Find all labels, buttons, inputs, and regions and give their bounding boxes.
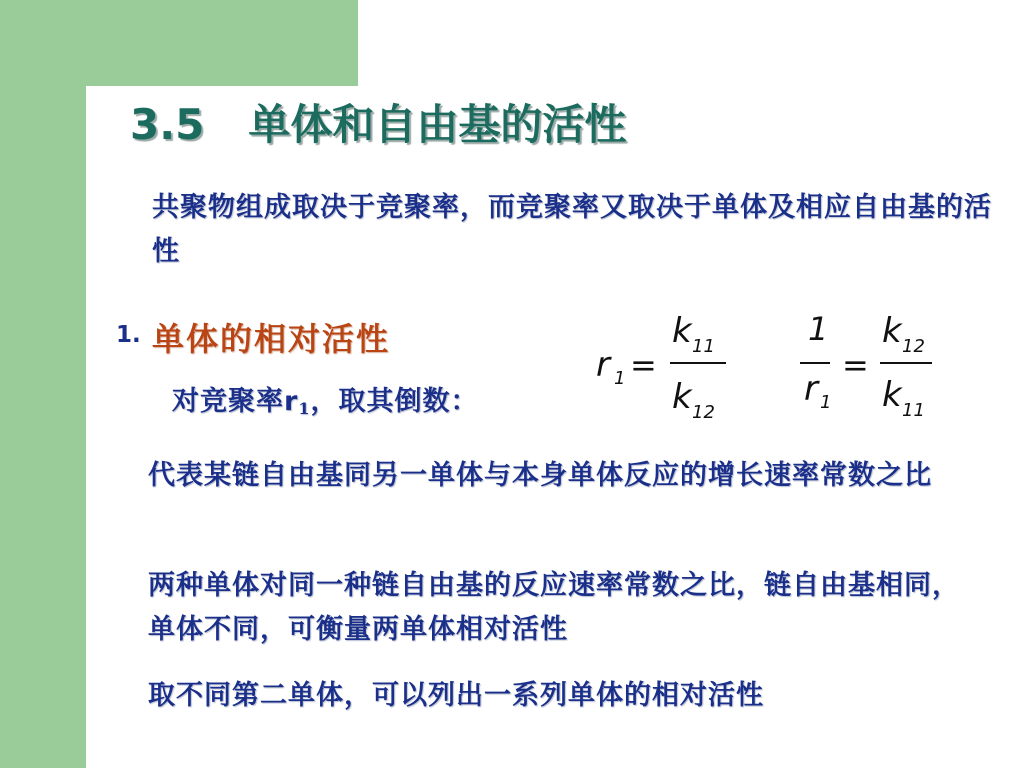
section-title: 单体的相对活性	[152, 320, 391, 358]
f1-lhs-sub: 1	[614, 368, 626, 389]
f1-den-sub: 12	[692, 402, 715, 423]
title-text: 单体和自由基的活性	[248, 100, 627, 149]
f2-den-sub: 11	[902, 400, 925, 421]
section-number: 1.	[116, 322, 141, 348]
slide-title	[130, 92, 626, 152]
f2-lhs-num: 1	[808, 310, 829, 348]
reciprocal-var: r	[284, 386, 299, 417]
f1-num-var: k	[672, 311, 692, 351]
reciprocal-suffix: ，取其倒数：	[310, 386, 479, 417]
f2-lhs-den-var: r	[804, 369, 818, 409]
decor-green-bar-left	[0, 0, 86, 768]
paragraph-comparison: 两种单体对同一种链自由基的反应速率常数之比，链自由基相同，单体不同，可衡量两单体相对活性	[148, 570, 960, 645]
intro-paragraph: 共聚物组成取决于竞聚率，而竞聚率又取决于单体及相应自由基的活性	[152, 192, 992, 267]
paragraph-definition: 代表某链自由基同另一单体与本身单体反应的增长速率常数之比	[148, 460, 932, 491]
reciprocal-prefix: 对竞聚率	[172, 386, 284, 417]
f1-lhs-var: r	[596, 345, 610, 385]
f2-den-var: k	[882, 375, 902, 415]
reactivity-ratio-formula	[590, 306, 950, 432]
title-number: 3.5	[130, 100, 205, 149]
paragraph-series: 取不同第二单体，可以列出一系列单体的相对活性	[148, 680, 764, 711]
f2-num-var: k	[882, 311, 902, 351]
f2-num-sub: 12	[902, 336, 925, 357]
reciprocal-sub: 1	[298, 399, 311, 418]
f1-equals: =	[630, 346, 657, 384]
f2-lhs-den-sub: 1	[820, 392, 832, 413]
reciprocal-line	[172, 380, 478, 431]
f1-den-var: k	[672, 377, 692, 417]
f1-num-sub: 11	[692, 336, 715, 357]
decor-green-bar-top	[0, 0, 358, 86]
f2-equals: =	[842, 346, 869, 384]
